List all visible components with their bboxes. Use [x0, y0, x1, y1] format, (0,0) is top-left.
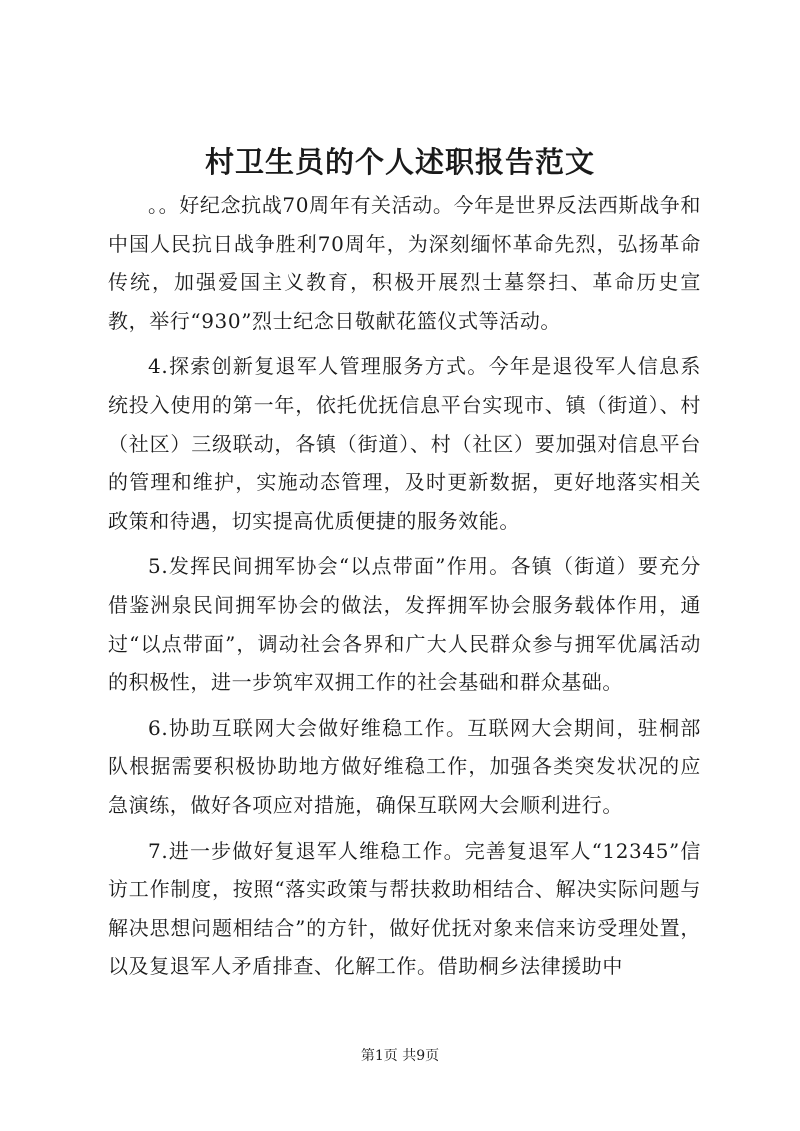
document-title: 村卫生员的个人述职报告范文: [204, 145, 595, 179]
document-body: [108, 186, 701, 993]
paragraph-4: 6.协助互联网大会做好维稳工作。互联网大会期间，驻桐部队根据需要积极协助地方做好维稳工作，加强各类突发状况的应急演练，做好各项应对措施，确保互联网大会顺利进行。: [108, 715, 701, 817]
paragraph-1: 。。好纪念抗战70周年有关活动。今年是世界反法西斯战争和中国人民抗日战争胜利70周年，为深刻缅怀革命先烈，弘扬革命传统，加强爱国主义教育，积极开展烈士墓祭扫、革命历史宣教，举行“930”烈士纪念日敬献花篮仪式等活动。: [108, 193, 701, 333]
paragraph-3: 5.发挥民间拥军协会“以点带面”作用。各镇（街道）要充分借鉴洲泉民间拥军协会的做法，发挥拥军协会服务载体作用，通过“以点带面”，调动社会各界和广大人民群众参与拥军优属活动的积极性，进一步筑牢双拥工作的社会基础和群众基础。: [108, 554, 701, 695]
paragraph-5: 7.进一步做好复退军人维稳工作。完善复退军人“12345”信访工作制度，按照“落实政策与帮扶救助相结合、解决实际问题与解决思想问题相结合”的方针，做好优抚对象来信来访受理处置，以及复退军人矛盾排查、化解工作。借助桐乡法律援助中: [108, 838, 701, 979]
paragraph-2: 4.探索创新复退军人管理服务方式。今年是退役军人信息系统投入使用的第一年，依托优抚信息平台实现市、镇（街道）、村（社区）三级联动，各镇（街道）、村（社区）要加强对信息平台的管理和维护，实施动态管理，及时更新数据，更好地落实相关政策和待遇，切实提高优质便捷的服务效能。: [108, 354, 701, 533]
page-footer: 第1页 共9页: [360, 1048, 440, 1064]
